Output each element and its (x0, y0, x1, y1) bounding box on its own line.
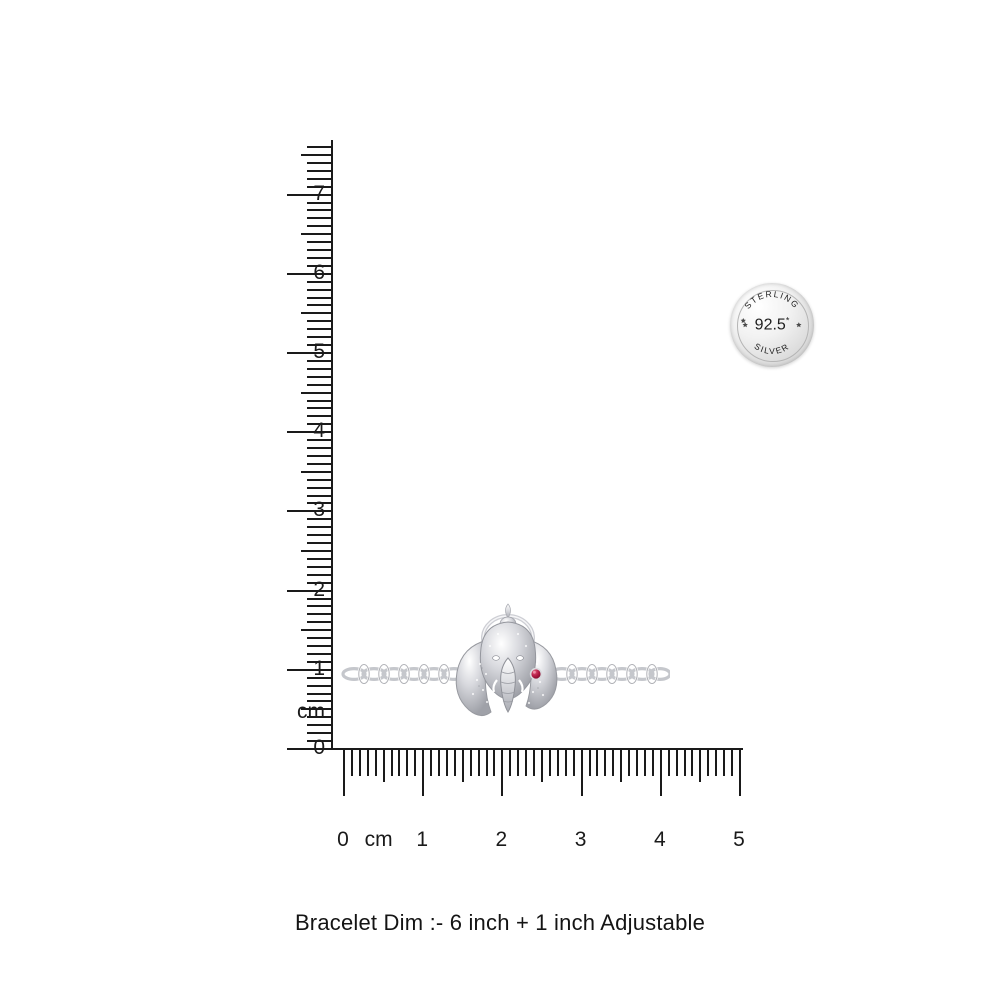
horizontal-ruler-minor-tick (541, 750, 543, 782)
horizontal-ruler-minor-tick (565, 750, 567, 776)
horizontal-ruler-minor-tick (406, 750, 408, 776)
horizontal-ruler-major-tick (581, 750, 583, 796)
vertical-ruler-label: 6 (313, 260, 325, 284)
vertical-ruler-label: 1 (313, 656, 325, 680)
bracelet-illustration (340, 600, 670, 750)
horizontal-ruler-label: 3 (574, 828, 587, 851)
horizontal-ruler-minor-tick (533, 750, 535, 776)
horizontal-ruler-major-tick (343, 750, 345, 796)
svg-text:STERLING: STERLING (742, 288, 802, 311)
horizontal-ruler-minor-tick (398, 750, 400, 776)
horizontal-ruler-minor-tick (517, 750, 519, 776)
horizontal-ruler-minor-tick (612, 750, 614, 776)
horizontal-ruler-minor-tick (596, 750, 598, 776)
horizontal-ruler-major-tick (422, 750, 424, 796)
horizontal-ruler-minor-tick (430, 750, 432, 776)
horizontal-ruler-minor-tick (723, 750, 725, 776)
horizontal-ruler-major-tick (501, 750, 503, 796)
horizontal-ruler-minor-tick (414, 750, 416, 776)
horizontal-ruler-minor-tick (493, 750, 495, 776)
chain-left (343, 665, 465, 684)
horizontal-ruler-minor-tick (676, 750, 678, 776)
horizontal-ruler-minor-tick (359, 750, 361, 776)
horizontal-ruler-minor-tick (684, 750, 686, 776)
horizontal-ruler-minor-tick (549, 750, 551, 776)
vertical-ruler-label: 7 (313, 181, 325, 205)
horizontal-ruler-minor-tick (446, 750, 448, 776)
vertical-ruler-label: 4 (313, 419, 325, 443)
horizontal-ruler-minor-tick (715, 750, 717, 776)
horizontal-ruler-major-tick (739, 750, 741, 796)
horizontal-ruler-minor-tick (470, 750, 472, 776)
sterling-silver-hallmark-badge (730, 283, 814, 367)
horizontal-ruler-minor-tick (438, 750, 440, 776)
horizontal-ruler-minor-tick (699, 750, 701, 782)
horizontal-ruler-label: 4 (653, 828, 666, 851)
horizontal-ruler-unit-label: cm (364, 828, 393, 851)
horizontal-ruler-minor-tick (644, 750, 646, 776)
horizontal-ruler-label: 2 (495, 828, 508, 851)
chain-right (551, 665, 670, 684)
vertical-ruler-label: 5 (313, 340, 325, 363)
horizontal-ruler-minor-tick (478, 750, 480, 776)
horizontal-ruler-minor-tick (454, 750, 456, 776)
horizontal-ruler-label: 5 (733, 828, 745, 851)
horizontal-ruler-minor-tick (573, 750, 575, 776)
vertical-ruler-labels (180, 140, 333, 759)
horizontal-ruler-minor-tick (668, 750, 670, 776)
horizontal-ruler-minor-tick (462, 750, 464, 782)
ruby-stone (531, 669, 542, 680)
vertical-ruler-label: 0 (313, 736, 325, 759)
horizontal-ruler-label: 0 (337, 828, 349, 851)
horizontal-ruler-minor-tick (557, 750, 559, 776)
ganesha-charm-bracelet (340, 600, 670, 750)
vertical-ruler-label: 2 (313, 577, 325, 601)
horizontal-ruler-minor-tick (383, 750, 385, 782)
vertical-ruler-label: 3 (313, 498, 325, 522)
horizontal-ruler-minor-tick (620, 750, 622, 782)
horizontal-ruler-minor-tick (375, 750, 377, 776)
hallmark-purity-text (730, 315, 814, 334)
hallmark-purity-superscript: * (785, 315, 790, 326)
horizontal-ruler-label: 1 (416, 828, 429, 851)
horizontal-ruler-minor-tick (486, 750, 488, 776)
horizontal-ruler-ticks (331, 750, 745, 820)
horizontal-ruler-minor-tick (707, 750, 709, 776)
ganesha-charm (456, 604, 557, 716)
vertical-ruler-unit-label: cm (297, 700, 325, 724)
horizontal-ruler-minor-tick (731, 750, 733, 776)
svg-text:SILVER: SILVER (752, 340, 792, 357)
horizontal-ruler-labels (300, 828, 780, 862)
horizontal-ruler-minor-tick (636, 750, 638, 776)
horizontal-ruler-minor-tick (652, 750, 654, 776)
horizontal-ruler-minor-tick (604, 750, 606, 776)
horizontal-ruler-minor-tick (628, 750, 630, 776)
horizontal-ruler-minor-tick (391, 750, 393, 776)
horizontal-ruler-minor-tick (351, 750, 353, 776)
horizontal-ruler-minor-tick (691, 750, 693, 776)
horizontal-ruler-minor-tick (367, 750, 369, 776)
horizontal-ruler-minor-tick (509, 750, 511, 776)
horizontal-ruler-minor-tick (525, 750, 527, 776)
horizontal-ruler-major-tick (660, 750, 662, 796)
dimension-caption: Bracelet Dim :- 6 inch + 1 inch Adjustable (294, 910, 706, 935)
horizontal-ruler-minor-tick (589, 750, 591, 776)
hallmark-purity-value: 92.5 (754, 316, 786, 334)
